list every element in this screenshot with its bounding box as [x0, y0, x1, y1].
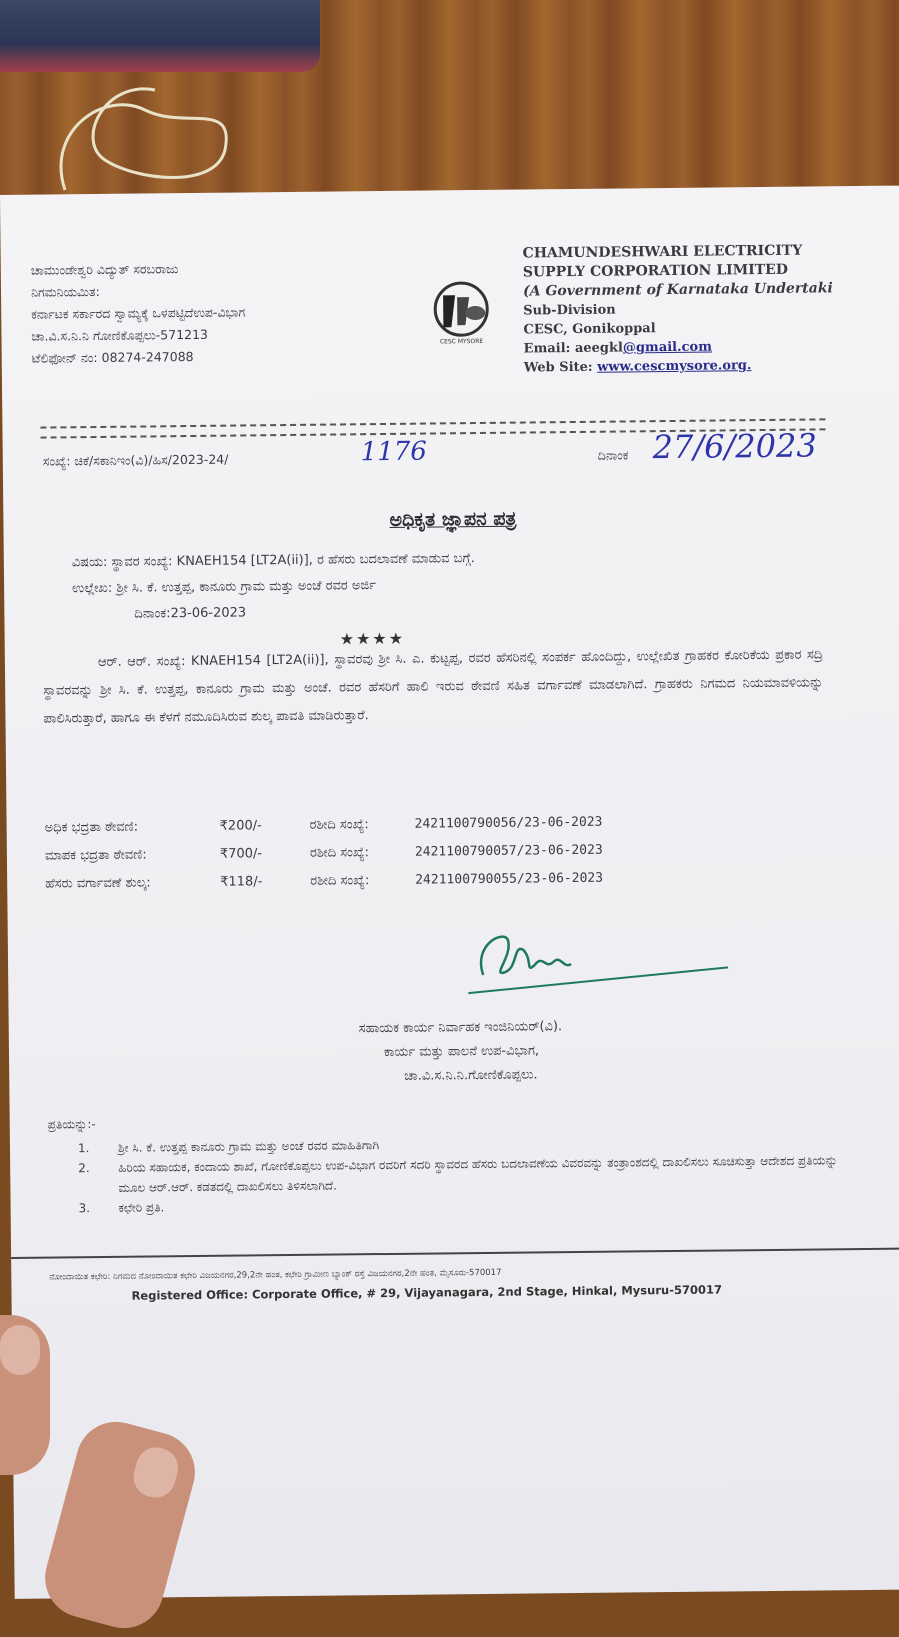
email-link[interactable]: @gmail.com	[622, 339, 713, 356]
body-paragraph: ಆರ್. ಆರ್. ಸಂಖ್ಯೆ: KNAEH154 [LT2A(ii)], ಸ್ಥಾವರವು ಶ್ರೀ ಸಿ. ಎ. ಕುಟ್ಟಪ್ಪ, ರವರ ಹೆಸರಿನಲ್ಲಿ ಸಂಪರ್ಕ ಹೊಂದಿದ್ದು, ಉಲ್ಲೇಖಿತ ಗ್ರಾಹಕರ ಕೋರಿಕೆಯ ಪ್ರಕಾರ ಸದ್ರಿ ಸ್ಥಾವರವನ್ನು ಶ್ರೀ ಸಿ. ಕೆ. ಉತ್ತಪ್ಪ, ಕಾನೂರು ಗ್ರಾಮ ಮತ್ತು ಅಂಚೆ. ರವರ ಹೆಸರಿಗೆ ಹಾಲಿ ಇರುವ ಠೇವಣಿ ಸಹಿತ ವರ್ಗಾವಣೆ ಮಾಡಲಾಗಿದೆ. ಗ್ರಾಹಕರು ನಿಗಮದ ನಿಯಮಾವಳಿಯನ್ನು ಪಾಲಿಸಿರುತ್ತಾರೆ, ಹಾಗೂ ಈ ಕೆಳಗೆ ನಮೂದಿಸಿರುವ ಶುಲ್ಕ ಪಾವತಿ ಮಾಡಿರುತ್ತಾರೆ.	[43, 647, 824, 727]
office-name: CESC, Gonikoppal	[523, 321, 656, 338]
fee-label: ಮಾಪಕ ಭದ್ರತಾ ಠೇವಣಿ:	[44, 847, 147, 864]
designation-line: ಕಾರ್ಯ ಮತ್ತು ಪಾಲನೆ ಉಪ-ವಿಭಾಗ,	[383, 1043, 540, 1061]
separator-stars: ★★★★	[339, 628, 406, 649]
reference-text: ಶ್ರೀ ಸಿ. ಕೆ. ಉತ್ತಪ್ಪ, ಕಾನೂರು ಗ್ರಾಮ ಮತ್ತು ಅಂಚೆ ರವರ ಅರ್ಜಿ	[116, 578, 377, 596]
company-name-line2: SUPPLY CORPORATION LIMITED	[522, 261, 789, 281]
cloth-item	[0, 0, 320, 72]
reference-line	[42, 426, 863, 477]
ref-number-handwritten: 1176	[360, 436, 428, 468]
company-subtitle: (A Government of Karnataka Undertaki	[522, 280, 833, 300]
copy-text: ಶ್ರೀ ಸಿ. ಕೆ. ಉತ್ತಪ್ಪ ಕಾನೂರು ಗ್ರಾಮ ಮತ್ತು ಅಂಚೆ ರವರ ಮಾಹಿತಿಗಾಗಿ	[117, 1138, 380, 1155]
website-link[interactable]: www.cescmysore.org.	[597, 358, 752, 375]
header-kn-line: ಚಾ.ವಿ.ಸ.ನಿ.ನಿ ಗೋಣಿಕೊಪ್ಪಲು-571213	[31, 326, 209, 344]
receipt-label: ರಶೀದಿ ಸಂಖ್ಯೆ:	[309, 817, 369, 833]
copy-text: ಕಛೇರಿ ಪ್ರತಿ.	[118, 1200, 165, 1215]
website-label: Web Site:	[523, 359, 598, 376]
designation-line: ಚಾ.ವಿ.ಸ.ನಿ.ನಿ.ಗೋಣಿಕೊಪ್ಪಲು.	[404, 1067, 538, 1084]
date-label: ದಿನಾಂಕ	[597, 447, 629, 463]
fee-label: ಅಧಿಕ ಭದ್ರತಾ ಠೇವಣಿ:	[44, 819, 139, 836]
fee-row	[45, 864, 665, 898]
fee-label: ಹೆಸರು ವರ್ಗಾವಣೆ ಶುಲ್ಕ:	[45, 875, 151, 892]
header-english	[523, 241, 899, 378]
website-line	[524, 355, 899, 378]
thread-loop	[45, 70, 245, 200]
header-kn-line: ಚಾಮುಂಡೇಶ್ವರಿ ವಿದ್ಯುತ್ ಸರಬರಾಜು	[30, 261, 179, 278]
footer-kannada: ನೋಂದಾಯಿತ ಕಛೇರಿ: ನಿಗಮದ ನೋಂದಾಯಿತ ಕಛೇರಿ ವಿಜಯನಗರ,29,2ನೇ ಹಂತ, ಕಛೇರಿ ಗ್ರಾಮೀಣ ಬ್ಯಾಂಕ್ ರಸ್ತೆ ವಿಜಯನಗರ,2ನೇ ಹಂತ, ಮೈಸೂರು-570017	[49, 1267, 502, 1283]
cesc-logo	[421, 275, 502, 346]
receipt-label: ರಶೀದಿ ಸಂಖ್ಯೆ:	[310, 873, 370, 889]
header-kn-line: ಕರ್ನಾಟಕ ಸರ್ಕಾರದ ಸ್ವಾಮ್ಯಕ್ಕೆ ಒಳಪಟ್ಟಿದೆಉಪ-ವಿಭಾಗ	[31, 304, 246, 322]
finger-left	[0, 1315, 50, 1475]
designation-block	[359, 1013, 760, 1089]
reference-date: ದಿನಾಂಕ:23-06-2023	[134, 605, 247, 622]
footer-divider	[11, 1248, 899, 1259]
fee-amount: ₹118/-	[220, 874, 263, 890]
designation-line: ಸಹಾಯಕ ಕಾರ್ಯ ನಿರ್ವಾಹಕ ಇಂಜಿನಿಯರ್(ವಿ).	[358, 1019, 563, 1037]
copy-number: 2.	[78, 1161, 90, 1176]
header-kn-line: ಟೆಲಿಫೋನ್ ನಂ: 08274-247088	[31, 348, 194, 366]
copies-label: ಪ್ರತಿಯನ್ನು:-	[47, 1117, 96, 1132]
subject-label: ವಿಷಯ:	[71, 554, 108, 571]
copies-block	[48, 1106, 839, 1218]
fee-table	[44, 808, 665, 898]
copy-text: ಹಿರಿಯ ಸಹಾಯಕ, ಕಂದಾಯ ಶಾಖೆ, ಗೋಣಿಕೊಪ್ಪಲು ಉಪ-ವಿಭಾಗ ರವರಿಗೆ ಸದರಿ ಸ್ಥಾವರದ ಹೆಸರು ಬದಲಾವಣೆಯ ವಿವರವನ್ನು ತಂತ್ರಾಂಶದಲ್ಲಿ ದಾಖಲಿಸಲು ಸೂಚಿಸುತ್ತಾ ಆದೇಶದ ಪ್ರತಿಯನ್ನು ಮೂಲ ಆರ್.ಆರ್. ಕಡತದಲ್ಲಿ ದಾಖಲಿಸಲು ತಿಳಿಸಲಾಗಿದೆ.	[118, 1153, 838, 1195]
document-title: ಅಧಿಕೃತ ಜ್ಞಾಪನ ಪತ್ರ	[389, 507, 517, 531]
copy-number: 3.	[78, 1201, 91, 1216]
document-page	[0, 186, 899, 1599]
ref-number-label: ಸಂಖ್ಯೆ: ಚಿಕೆ/ಸಕಾನಿಇಂ(ವಿ)/ಹಿಸ/2023-24/	[42, 451, 229, 469]
reference-label: ಉಲ್ಲೇಖ:	[72, 580, 113, 597]
date-handwritten: 27/6/2023	[652, 426, 817, 467]
receipt-number: 2421100790056/23-06-2023	[414, 814, 603, 832]
receipt-number: 2421100790055/23-06-2023	[415, 870, 604, 888]
fee-amount: ₹200/-	[219, 818, 262, 834]
footer-registered-office: Registered Office: Corporate Office, # 29, Vijayanagara, 2nd Stage, Hinkal, Mysuru-570017	[131, 1282, 723, 1303]
company-name-line1: CHAMUNDESHWARI ELECTRICITY	[522, 242, 803, 262]
receipt-number: 2421100790057/23-06-2023	[414, 842, 603, 860]
sub-division-label: Sub-Division	[523, 302, 616, 319]
signature	[463, 922, 734, 995]
copy-number: 1.	[77, 1141, 90, 1156]
fee-amount: ₹700/-	[219, 846, 263, 862]
email-label: Email: aeegkl	[523, 340, 624, 357]
logo-text: CESC MYSORE	[439, 337, 484, 346]
reference-block	[72, 570, 812, 602]
receipt-label: ರಶೀದಿ ಸಂಖ್ಯೆ:	[309, 845, 370, 861]
header-kannada	[31, 256, 412, 370]
header-kn-line: ನಿಗಮನಿಯಮಿತ:	[30, 283, 100, 300]
subject-text: ಸ್ಥಾವರ ಸಂಖ್ಯೆ: KNAEH154 [LT2A(ii)], ರ ಹೆಸರು ಬದಲಾವಣೆ ಮಾಡುವ ಬಗ್ಗೆ.	[111, 551, 475, 570]
